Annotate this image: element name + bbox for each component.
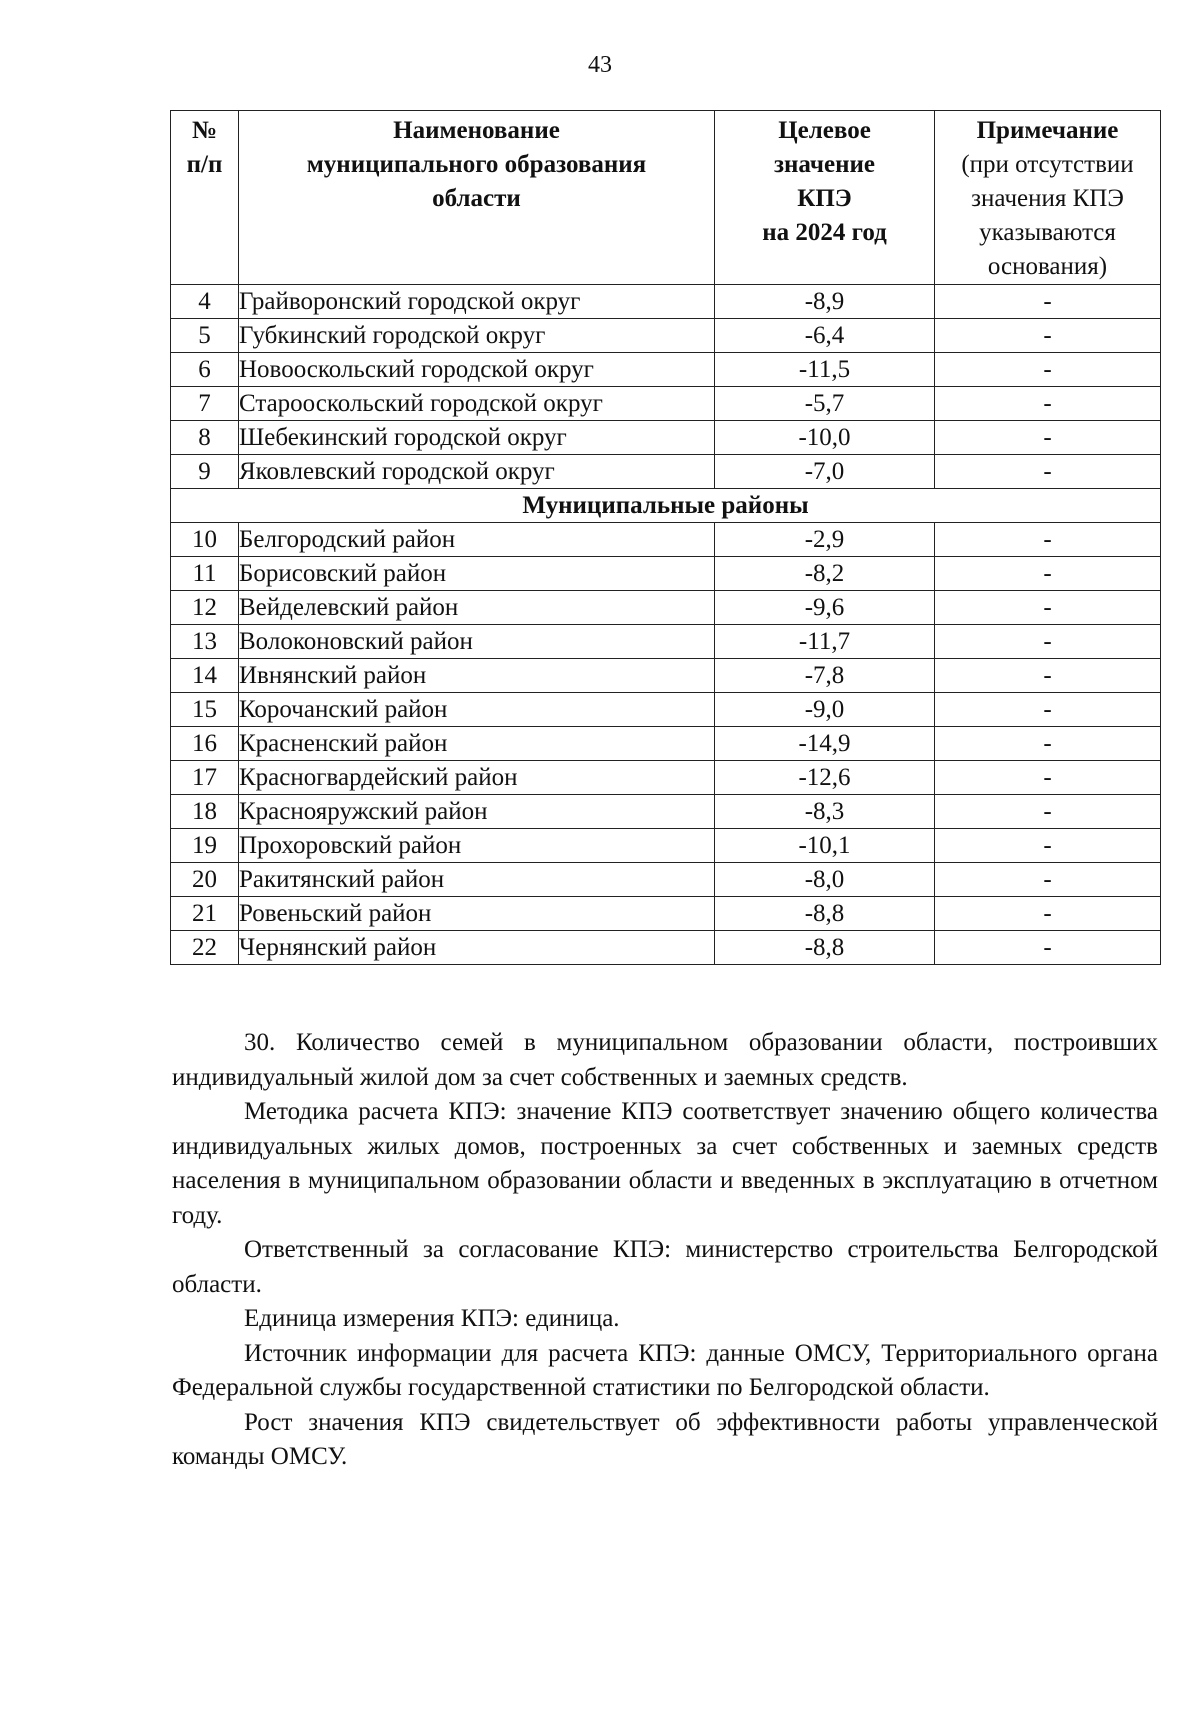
row-value: -14,9 [715,727,935,761]
row-name: Борисовский район [239,557,715,591]
row-name: Старооскольский городской округ [239,387,715,421]
row-name: Ровеньский район [239,897,715,931]
header-value: Целевое значение КПЭ на 2024 год [715,111,935,285]
row-number: 21 [171,897,239,931]
row-name: Волоконовский район [239,625,715,659]
row-note: - [935,557,1161,591]
row-name: Краснояружский район [239,795,715,829]
row-name: Яковлевский городской округ [239,455,715,489]
page-number: 43 [588,52,612,78]
row-name: Шебекинский городской округ [239,421,715,455]
table-row [171,285,1161,319]
row-number: 14 [171,659,239,693]
row-number: 22 [171,931,239,965]
row-note: - [935,455,1161,489]
row-value: -8,8 [715,931,935,965]
table-row [171,659,1161,693]
section-title: Муниципальные районы [171,489,1161,523]
row-value: -2,9 [715,523,935,557]
section-row-group [171,489,1161,523]
row-value: -9,6 [715,591,935,625]
row-value: -7,0 [715,455,935,489]
table-body-bottom [171,523,1161,965]
row-note: - [935,727,1161,761]
row-value: -10,1 [715,829,935,863]
paragraph: Методика расчета КПЭ: значение КПЭ соответствует значению общего количества индивидуальных жилых домов, построенных за счет собственных и заемных средств населения в муниципальном образовании области и введенных в эксплуатацию в отчетном году. [172,1098,1158,1229]
row-number: 17 [171,761,239,795]
row-name: Ракитянский район [239,863,715,897]
row-number: 10 [171,523,239,557]
body-text [172,1026,1158,1475]
table-row [171,455,1161,489]
row-value: -8,8 [715,897,935,931]
table-row [171,795,1161,829]
row-note: - [935,285,1161,319]
row-value: -8,2 [715,557,935,591]
row-note: - [935,353,1161,387]
row-note: - [935,421,1161,455]
header-name: Наименование муниципального образования области [239,111,715,285]
row-number: 7 [171,387,239,421]
header-note: Примечание (при отсутствии значения КПЭ указываются основания) [935,111,1161,285]
row-note: - [935,761,1161,795]
row-note: - [935,863,1161,897]
row-value: -9,0 [715,693,935,727]
table-row [171,829,1161,863]
row-name: Чернянский район [239,931,715,965]
row-note: - [935,931,1161,965]
row-note: - [935,387,1161,421]
row-value: -11,5 [715,353,935,387]
row-value: -6,4 [715,319,935,353]
table-row [171,897,1161,931]
table-row [171,421,1161,455]
row-name: Ивнянский район [239,659,715,693]
row-number: 15 [171,693,239,727]
kpe-table [170,110,1161,965]
table-row [171,863,1161,897]
row-number: 12 [171,591,239,625]
table-row [171,761,1161,795]
row-number: 16 [171,727,239,761]
row-value: -8,3 [715,795,935,829]
row-note: - [935,659,1161,693]
row-note: - [935,591,1161,625]
row-value: -7,8 [715,659,935,693]
row-name: Прохоровский район [239,829,715,863]
row-number: 20 [171,863,239,897]
row-name: Красногвардейский район [239,761,715,795]
table-row [171,931,1161,965]
row-name: Корочанский район [239,693,715,727]
table-row [171,319,1161,353]
table-row [171,625,1161,659]
row-note: - [935,523,1161,557]
paragraph: 30. Количество семей в муниципальном образовании области, построивших индивидуальный жилой дом за счет собственных и заемных средств. [172,1029,1158,1091]
row-number: 11 [171,557,239,591]
row-value: -11,7 [715,625,935,659]
table-row [171,353,1161,387]
row-number: 8 [171,421,239,455]
row-number: 9 [171,455,239,489]
table-row [171,591,1161,625]
paragraph: Единица измерения КПЭ: единица. [244,1305,620,1332]
row-value: -8,0 [715,863,935,897]
row-value: -8,9 [715,285,935,319]
row-name: Вейделевский район [239,591,715,625]
row-number: 13 [171,625,239,659]
row-number: 19 [171,829,239,863]
row-note: - [935,897,1161,931]
row-name: Красненский район [239,727,715,761]
row-number: 4 [171,285,239,319]
row-note: - [935,319,1161,353]
row-note: - [935,693,1161,727]
row-note: - [935,795,1161,829]
header-num: № п/п [171,111,239,285]
paragraph: Ответственный за согласование КПЭ: министерство строительства Белгородской области. [172,1236,1158,1298]
paragraph: Рост значения КПЭ свидетельствует об эффективности работы управленческой команды ОМСУ. [172,1408,1158,1470]
table-row [171,557,1161,591]
row-name: Белгородский район [239,523,715,557]
row-number: 6 [171,353,239,387]
table-row [171,727,1161,761]
row-name: Губкинский городской округ [239,319,715,353]
table-row [171,693,1161,727]
table-header-row [171,111,1161,285]
section-row [171,489,1161,523]
row-number: 18 [171,795,239,829]
row-name: Грайворонский городской округ [239,285,715,319]
row-number: 5 [171,319,239,353]
row-name: Новооскольский городской округ [239,353,715,387]
row-note: - [935,625,1161,659]
paragraph: Источник информации для расчета КПЭ: данные ОМСУ, Территориального органа Федеральной службы государственной статистики по Белгородской области. [172,1339,1158,1401]
table-row [171,523,1161,557]
table-body-top [171,285,1161,489]
row-note: - [935,829,1161,863]
row-value: -12,6 [715,761,935,795]
table-row [171,387,1161,421]
row-value: -5,7 [715,387,935,421]
row-value: -10,0 [715,421,935,455]
